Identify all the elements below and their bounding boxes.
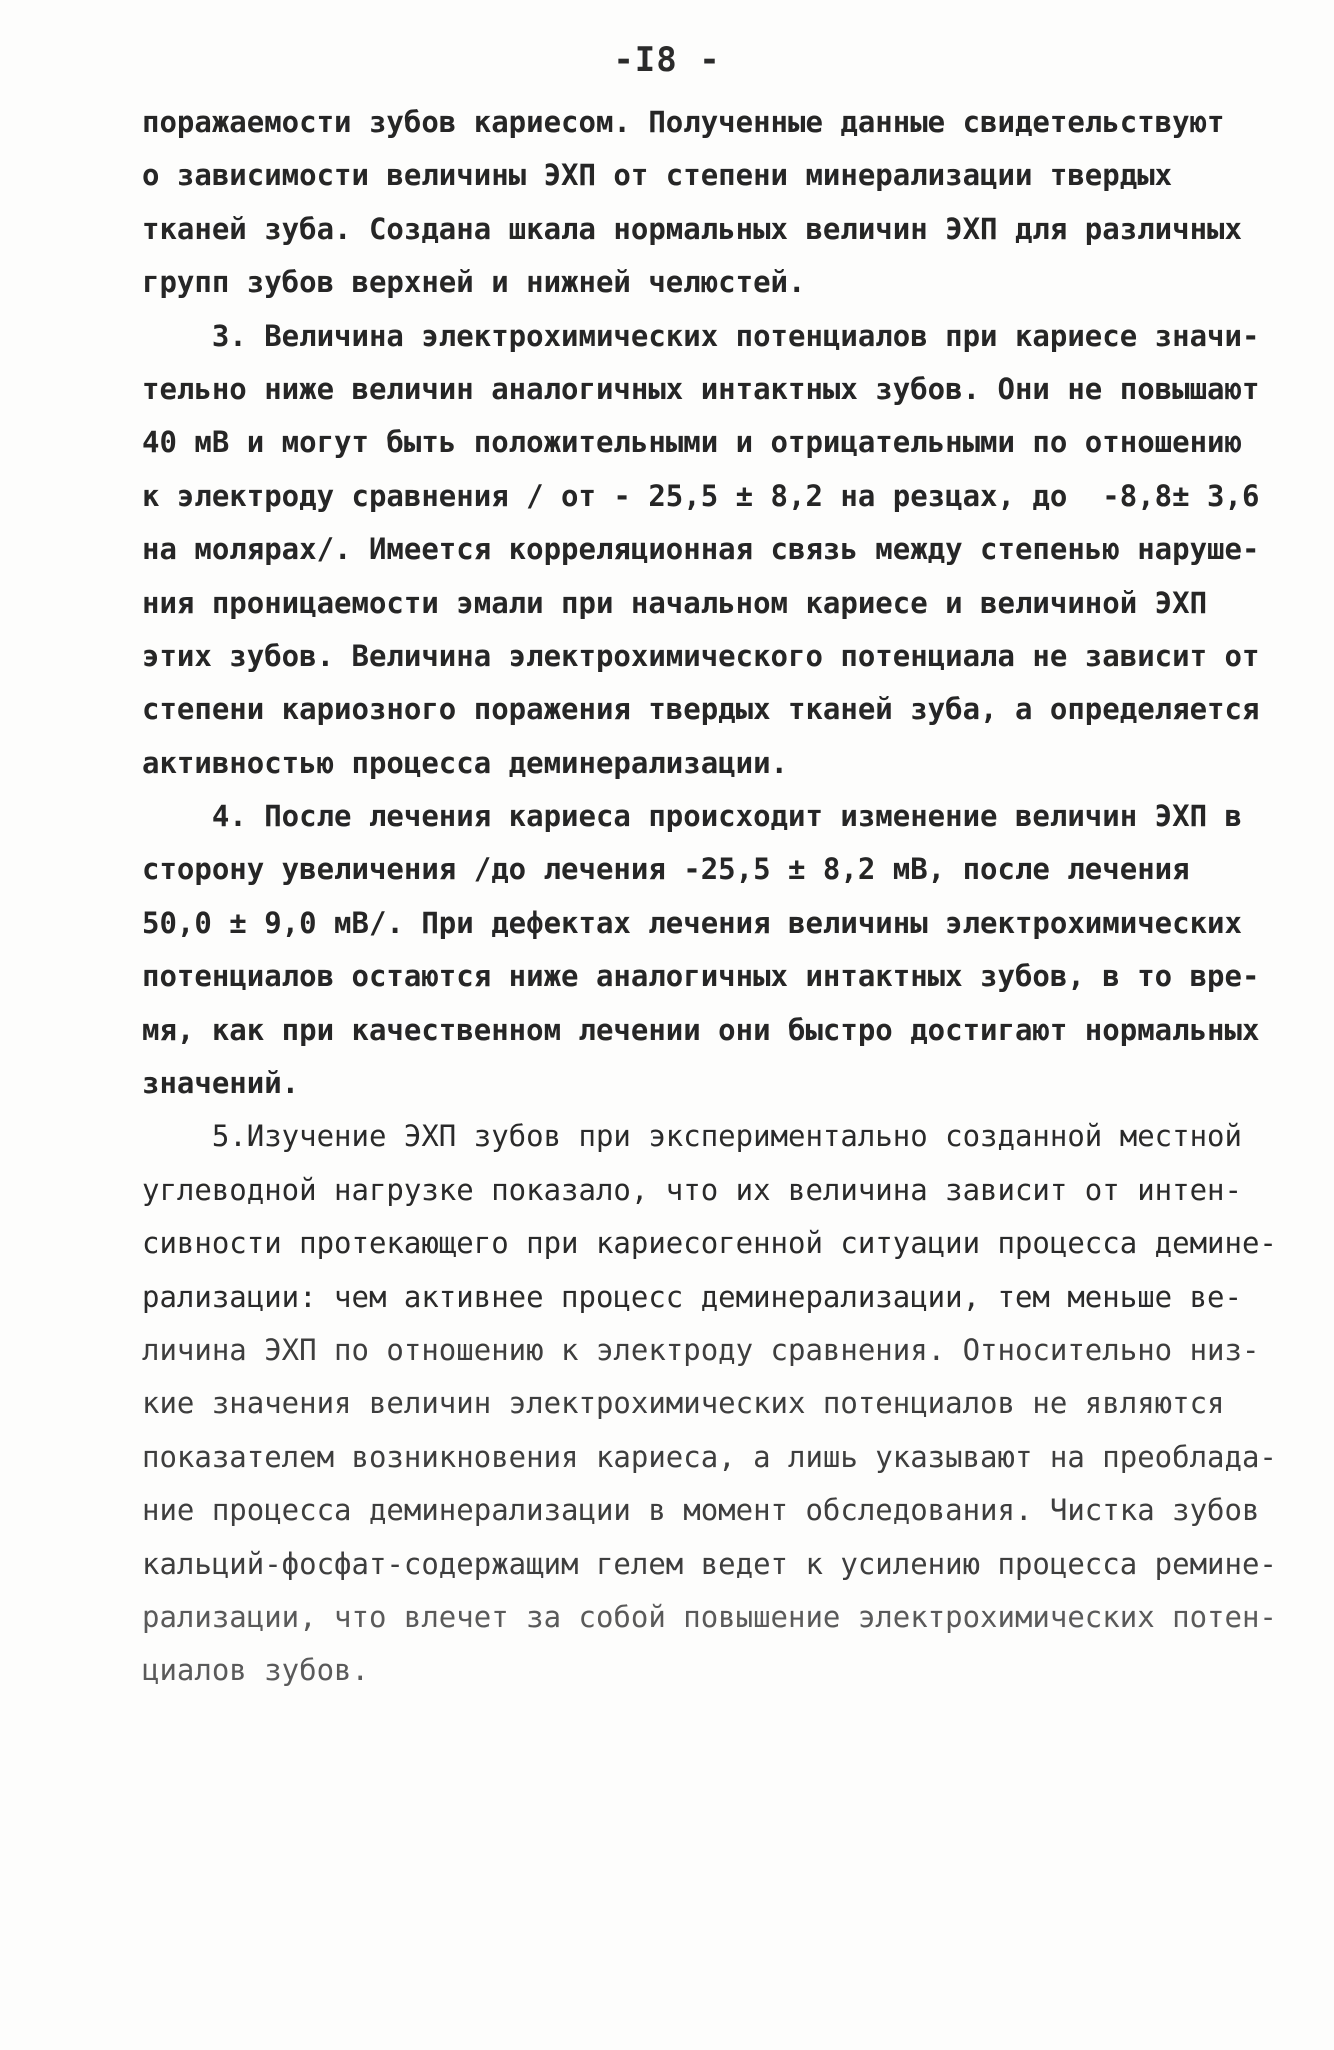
text-line: мя, как при качественном лечении они быстро достигают нормальных	[142, 1012, 1260, 1047]
text-line: поражаемости зубов кариесом. Полученные данные свидетельствуют	[142, 105, 1225, 139]
text-line: 4. После лечения кариеса происходит изменение величин ЭХП в	[142, 799, 1242, 834]
text-line: кальций-фосфат-содержащим гелем ведет к усилению процесса реминe-	[142, 1546, 1277, 1581]
paragraph-3	[142, 310, 1260, 791]
text-line: на молярах/. Имеется корреляционная связь между степенью наруше-	[142, 532, 1260, 567]
text-line: циалов зубов.	[142, 1653, 369, 1688]
text-line: ние процесса деминерализации в момент обследования. Чистка зубов	[142, 1493, 1260, 1528]
page-number: -I8 -	[613, 40, 721, 80]
text-line: рализации, что влечет за собой повышение электрохимических потен-	[142, 1599, 1277, 1634]
text-line: к электроду сравнения / от - 25,5 ± 8,2 на резцах, до -8,8± 3,6	[142, 478, 1260, 513]
text-line: показателем возникновения кариеса, а лишь указывают на преоблада-	[142, 1439, 1277, 1474]
paragraph-4	[142, 790, 1260, 1110]
text-line: сивности протекающего при кариесогенной ситуации процесса демине-	[142, 1226, 1277, 1261]
text-line: сторону увеличения /до лечения -25,5 ± 8,2 мВ, после лечения	[142, 852, 1190, 887]
text-line: активностью процесса деминерализации.	[142, 745, 789, 780]
paragraph-continuation	[142, 96, 1242, 310]
paragraph-5	[142, 1110, 1277, 1697]
text-line: личина ЭХП по отношению к электроду сравнения. Относительно низ-	[142, 1332, 1260, 1367]
text-line: рализации: чем активнее процесс деминерализации, тем меньше ве-	[142, 1279, 1242, 1314]
text-line: 5.Изучение ЭХП зубов при экспериментально созданной местной	[142, 1119, 1242, 1154]
body-text	[142, 96, 1277, 1698]
text-line: тканей зуба. Создана шкала нормальных величин ЭХП для различных	[142, 211, 1242, 246]
text-line: потенциалов остаются ниже аналогичных интактных зубов, в то вре-	[142, 959, 1260, 994]
text-line: этих зубов. Величина электрохимического потенциала не зависит от	[142, 638, 1260, 673]
text-line: тельно ниже величин аналогичных интактных зубов. Они не повышают	[142, 371, 1260, 406]
text-line: ния проницаемости эмали при начальном кариесе и величиной ЭХП	[142, 585, 1208, 620]
text-line: о зависимости величины ЭХП от степени минерализации твердых	[142, 158, 1173, 193]
text-line: 50,0 ± 9,0 мВ/. При дефектах лечения величины электрохимических	[142, 905, 1242, 940]
text-line: 40 мВ и могут быть положительными и отрицательными по отношению	[142, 425, 1242, 460]
text-line: 3. Величина электрохимических потенциалов при кариесе значи-	[142, 318, 1260, 353]
text-line: значений.	[142, 1066, 300, 1101]
text-line: кие значения величин электрохимических потенциалов не являются	[142, 1386, 1225, 1421]
text-line: углеводной нагрузке показало, что их величина зависит от интен-	[142, 1172, 1242, 1207]
text-line: групп зубов верхней и нижней челюстей.	[142, 265, 806, 300]
text-line: степени кариозного поражения твердых тканей зуба, а определяется	[142, 692, 1260, 727]
